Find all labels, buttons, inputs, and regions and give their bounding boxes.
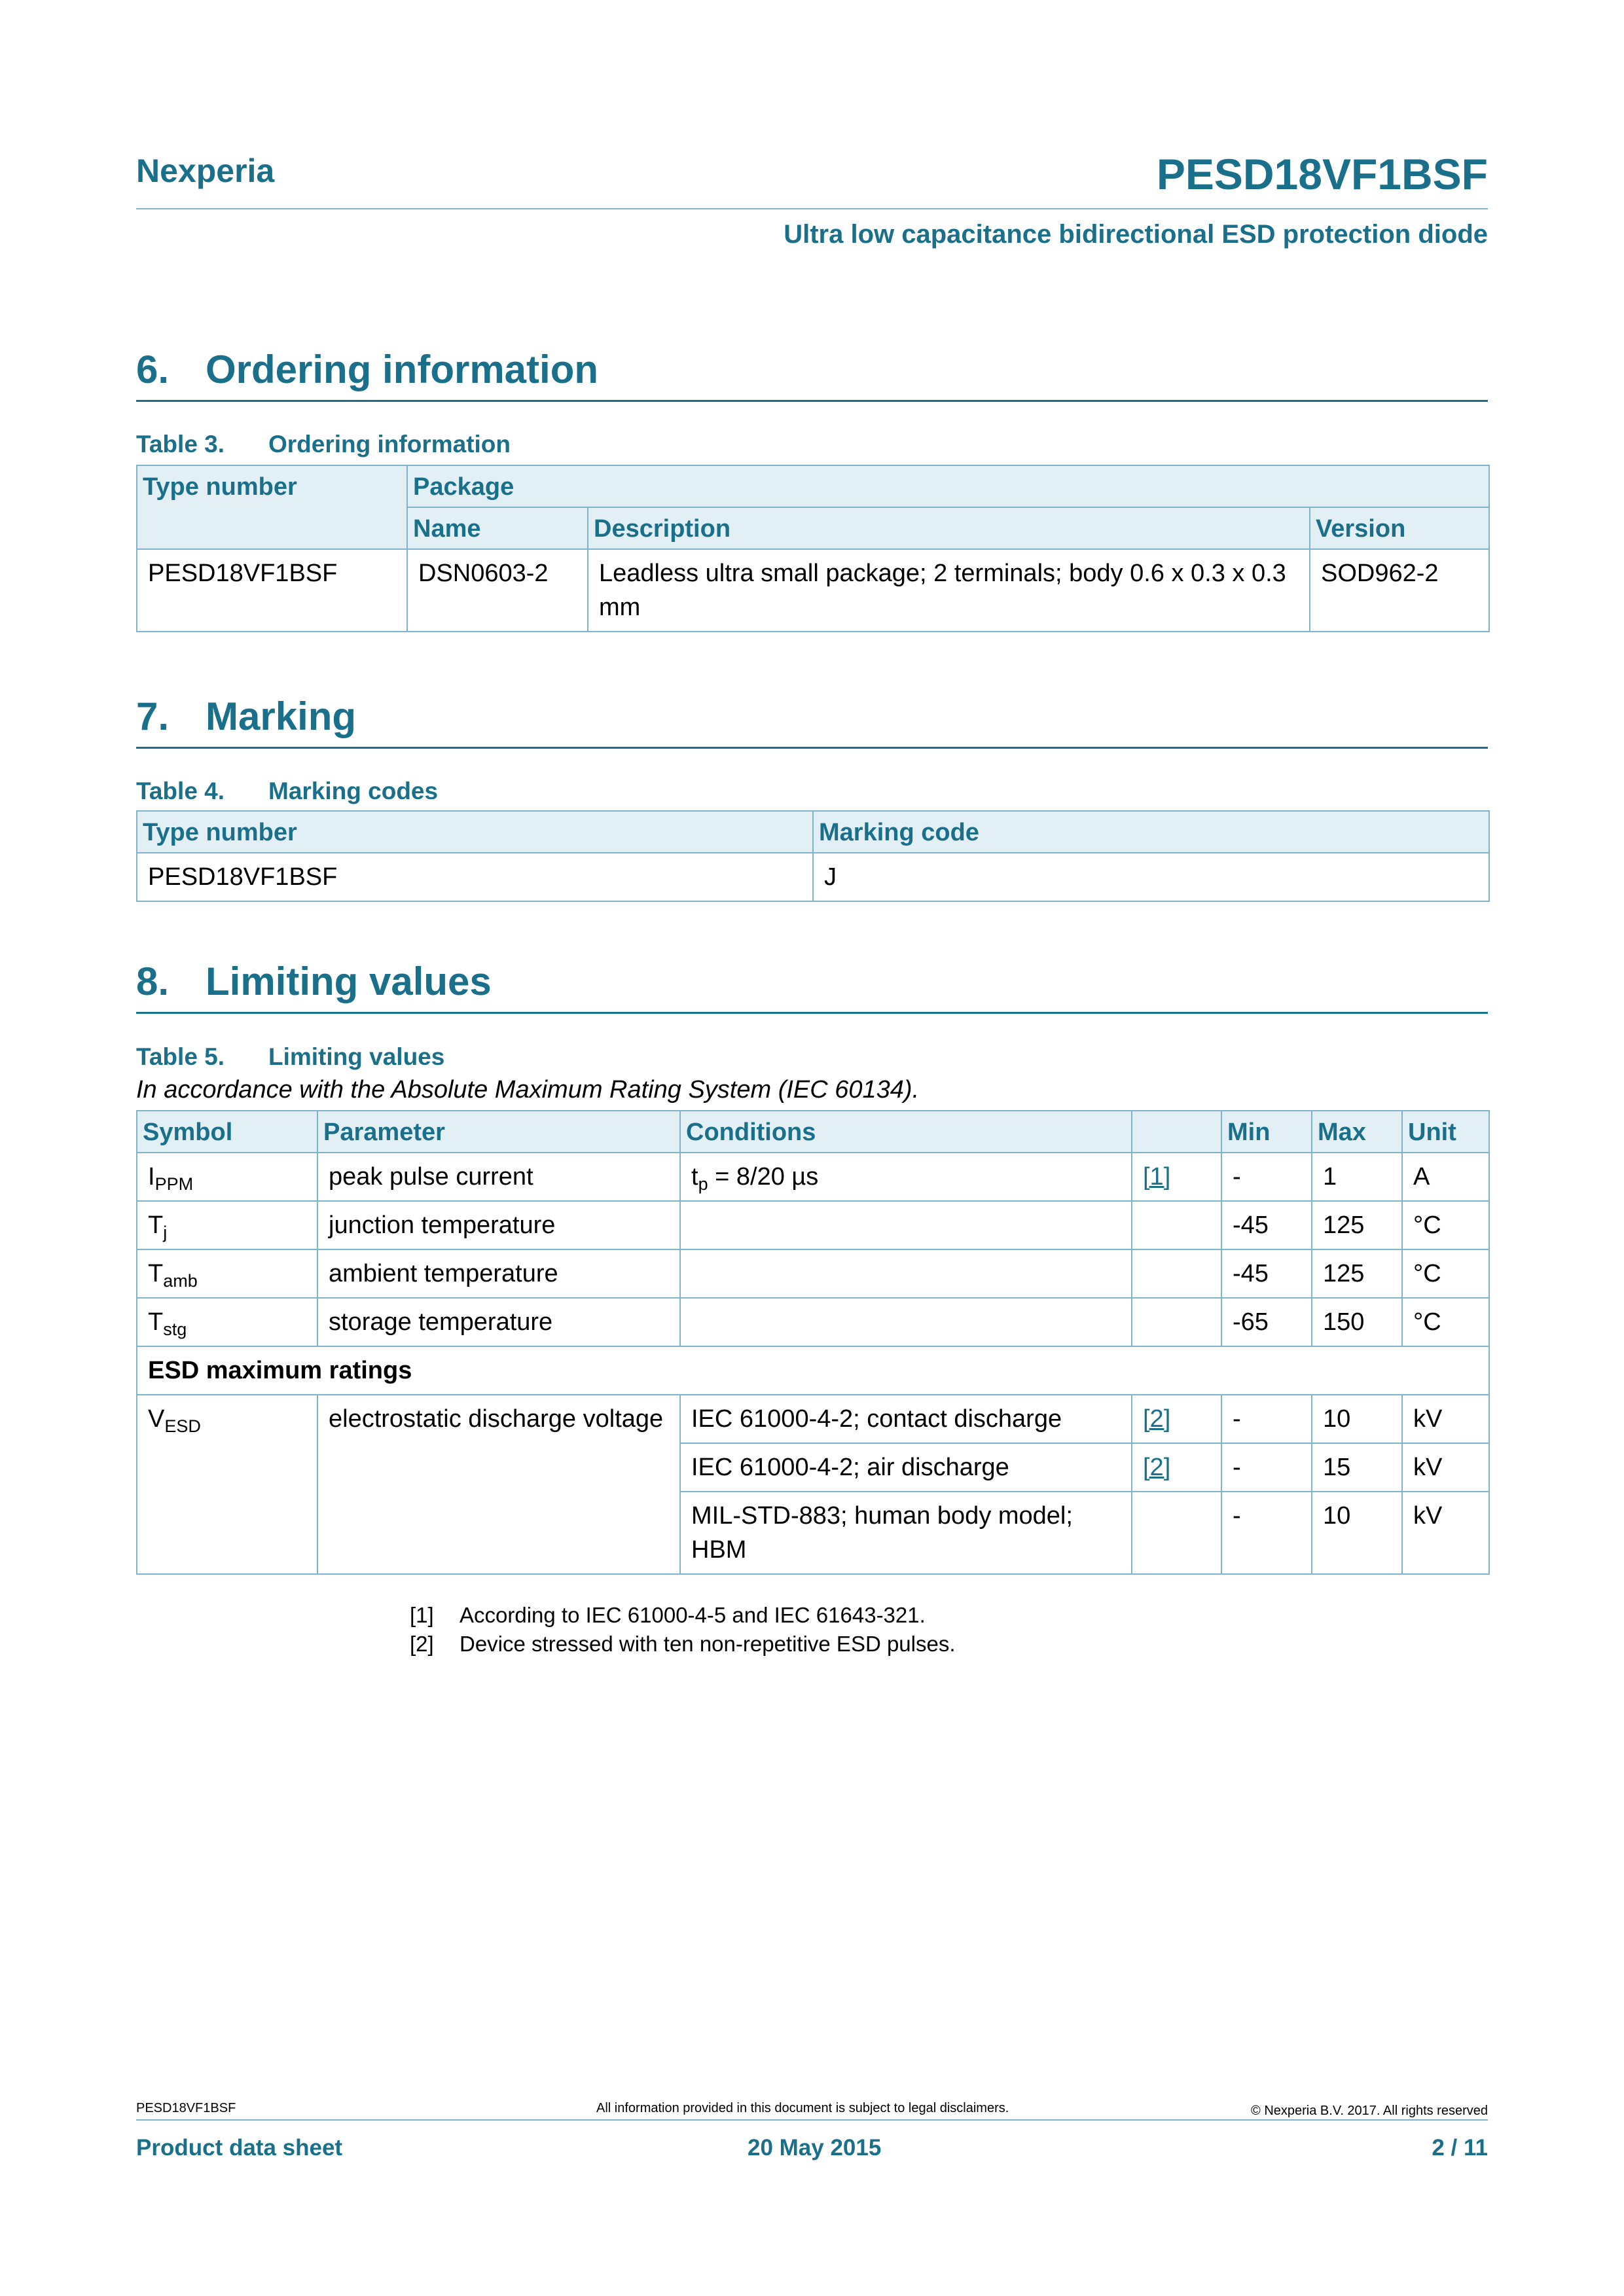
footnote-link[interactable]: [1] [1143, 1163, 1171, 1191]
cell-ref [1132, 1249, 1221, 1298]
header-symbol: Symbol [137, 1111, 317, 1153]
table-group-row [137, 1346, 1489, 1395]
footer-doc-type: Product data sheet [136, 2135, 343, 2161]
cell-unit: A [1402, 1153, 1489, 1201]
cell-parameter: ambient temperature [317, 1249, 680, 1298]
table-number: Table 3. [136, 431, 225, 457]
cell-unit: kV [1402, 1492, 1489, 1574]
table-title: Limiting values [268, 1043, 445, 1070]
cell-ref [1132, 1298, 1221, 1346]
section-title: Ordering information [206, 348, 598, 391]
cell-parameter: electrostatic discharge voltage [317, 1395, 680, 1574]
footer-doc-id: PESD18VF1BSF [136, 2101, 236, 2115]
cell-conditions: $t_p = 8/20$ µs [680, 1153, 1132, 1201]
cell-max: 1 [1312, 1153, 1402, 1201]
cell-conditions [680, 1298, 1132, 1346]
table-title: Ordering information [268, 431, 511, 457]
header-parameter: Parameter [317, 1111, 680, 1153]
company-name: Nexperia [136, 152, 275, 189]
cell-unit: kV [1402, 1443, 1489, 1492]
header-unit: Unit [1402, 1111, 1489, 1153]
section-heading-ordering [136, 347, 1488, 402]
table-row [137, 1249, 1489, 1298]
footnote-link[interactable]: [2] [1143, 1454, 1171, 1481]
marking-table [136, 810, 1490, 902]
product-title: PESD18VF1BSF [1156, 150, 1488, 198]
cell-parameter: junction temperature [317, 1201, 680, 1249]
cell-conditions: IEC 61000-4-2; air discharge [680, 1443, 1132, 1492]
footer-date: 20 May 2015 [748, 2135, 882, 2161]
cell-min: - [1221, 1153, 1312, 1201]
section-title: Limiting values [206, 960, 492, 1003]
header-conditions: Conditions [680, 1111, 1132, 1153]
table-caption-4 [136, 778, 438, 805]
footnote [410, 1601, 956, 1630]
footnote-label: [1] [410, 1603, 434, 1627]
cell-conditions [680, 1249, 1132, 1298]
ordering-table [136, 465, 1490, 632]
section-number: 7. [136, 694, 170, 738]
table-row [137, 1298, 1489, 1346]
cell-ref [1132, 1395, 1221, 1443]
cell-conditions: IEC 61000-4-2; contact discharge [680, 1395, 1132, 1443]
section-title: Marking [206, 694, 357, 738]
cell-min: - [1221, 1443, 1312, 1492]
cell-parameter: peak pulse current [317, 1153, 680, 1201]
table-row [137, 853, 1489, 901]
section-number: 6. [136, 348, 170, 391]
cell-min: -45 [1221, 1249, 1312, 1298]
section-heading-marking [136, 694, 1488, 749]
footnote [410, 1630, 956, 1659]
table-note: In accordance with the Absolute Maximum Rating System (IEC 60134). [136, 1076, 920, 1103]
table-row [137, 1395, 1489, 1443]
cell-description: Leadless ultra small package; 2 terminals; body 0.6 x 0.3 x 0.3 mm [588, 549, 1310, 632]
cell-type-number: PESD18VF1BSF [137, 853, 813, 901]
footnote-label: [2] [410, 1632, 434, 1656]
table-caption-5 [136, 1043, 444, 1071]
header-divider [136, 208, 1488, 209]
cell-conditions [680, 1201, 1132, 1249]
cell-ref [1132, 1492, 1221, 1574]
cell-max: 125 [1312, 1201, 1402, 1249]
product-subtitle: Ultra low capacitance bidirectional ESD protection diode [784, 220, 1488, 249]
footnote-link[interactable]: [2] [1143, 1405, 1171, 1433]
table-row [137, 549, 1489, 632]
cell-max: 150 [1312, 1298, 1402, 1346]
header-marking-code: Marking code [813, 811, 1489, 853]
cell-max: 10 [1312, 1395, 1402, 1443]
cell-symbol: $V_{ESD}$ [137, 1395, 317, 1574]
cell-max: 125 [1312, 1249, 1402, 1298]
cell-parameter: storage temperature [317, 1298, 680, 1346]
footer-copyright: © Nexperia B.V. 2017. All rights reserved [1251, 2104, 1488, 2118]
cell-symbol: $T_{amb}$ [137, 1249, 317, 1298]
footnote-text: Device stressed with ten non-repetitive ESD pulses. [460, 1632, 956, 1656]
cell-symbol: $I_{PPM}$ [137, 1153, 317, 1201]
cell-version: SOD962-2 [1310, 549, 1489, 632]
header-ref [1132, 1111, 1221, 1153]
table-number: Table 4. [136, 778, 225, 804]
cell-name: DSN0603-2 [407, 549, 588, 632]
cell-unit: kV [1402, 1395, 1489, 1443]
header-max: Max [1312, 1111, 1402, 1153]
table-caption-3 [136, 431, 511, 458]
cell-marking-code: J [813, 853, 1489, 901]
cell-min: - [1221, 1395, 1312, 1443]
cell-ref [1132, 1201, 1221, 1249]
section-number: 8. [136, 960, 170, 1003]
cell-max: 10 [1312, 1492, 1402, 1574]
cell-ref [1132, 1153, 1221, 1201]
cell-symbol: $T_{stg}$ [137, 1298, 317, 1346]
header-type-number: Type number [137, 811, 813, 853]
footer-disclaimer: All information provided in this document is subject to legal disclaimers. [596, 2101, 1009, 2115]
header-version: Version [1310, 507, 1489, 549]
footnotes [410, 1601, 956, 1659]
cell-max: 15 [1312, 1443, 1402, 1492]
header-name: Name [407, 507, 588, 549]
header-min: Min [1221, 1111, 1312, 1153]
footnote-text: According to IEC 61000-4-5 and IEC 61643-321. [460, 1603, 926, 1627]
table-title: Marking codes [268, 778, 439, 804]
cell-min: -45 [1221, 1201, 1312, 1249]
cell-min: - [1221, 1492, 1312, 1574]
table-row [137, 1153, 1489, 1201]
header-package: Package [407, 465, 1489, 507]
cell-min: -65 [1221, 1298, 1312, 1346]
footer-page-number: 2 / 11 [1432, 2135, 1488, 2161]
cell-unit: °C [1402, 1298, 1489, 1346]
table-number: Table 5. [136, 1043, 225, 1070]
cell-ref [1132, 1443, 1221, 1492]
section-heading-limiting [136, 959, 1488, 1014]
cell-conditions: MIL-STD-883; human body model; HBM [680, 1492, 1132, 1574]
cell-unit: °C [1402, 1201, 1489, 1249]
footer-divider [136, 2119, 1488, 2121]
cell-symbol: $T_j$ [137, 1201, 317, 1249]
cell-type-number: PESD18VF1BSF [137, 549, 407, 632]
cell-unit: °C [1402, 1249, 1489, 1298]
group-title: ESD maximum ratings [137, 1346, 1489, 1395]
table-row [137, 1201, 1489, 1249]
header-type-number: Type number [137, 465, 407, 549]
header-description: Description [588, 507, 1310, 549]
limiting-values-table [136, 1110, 1490, 1575]
